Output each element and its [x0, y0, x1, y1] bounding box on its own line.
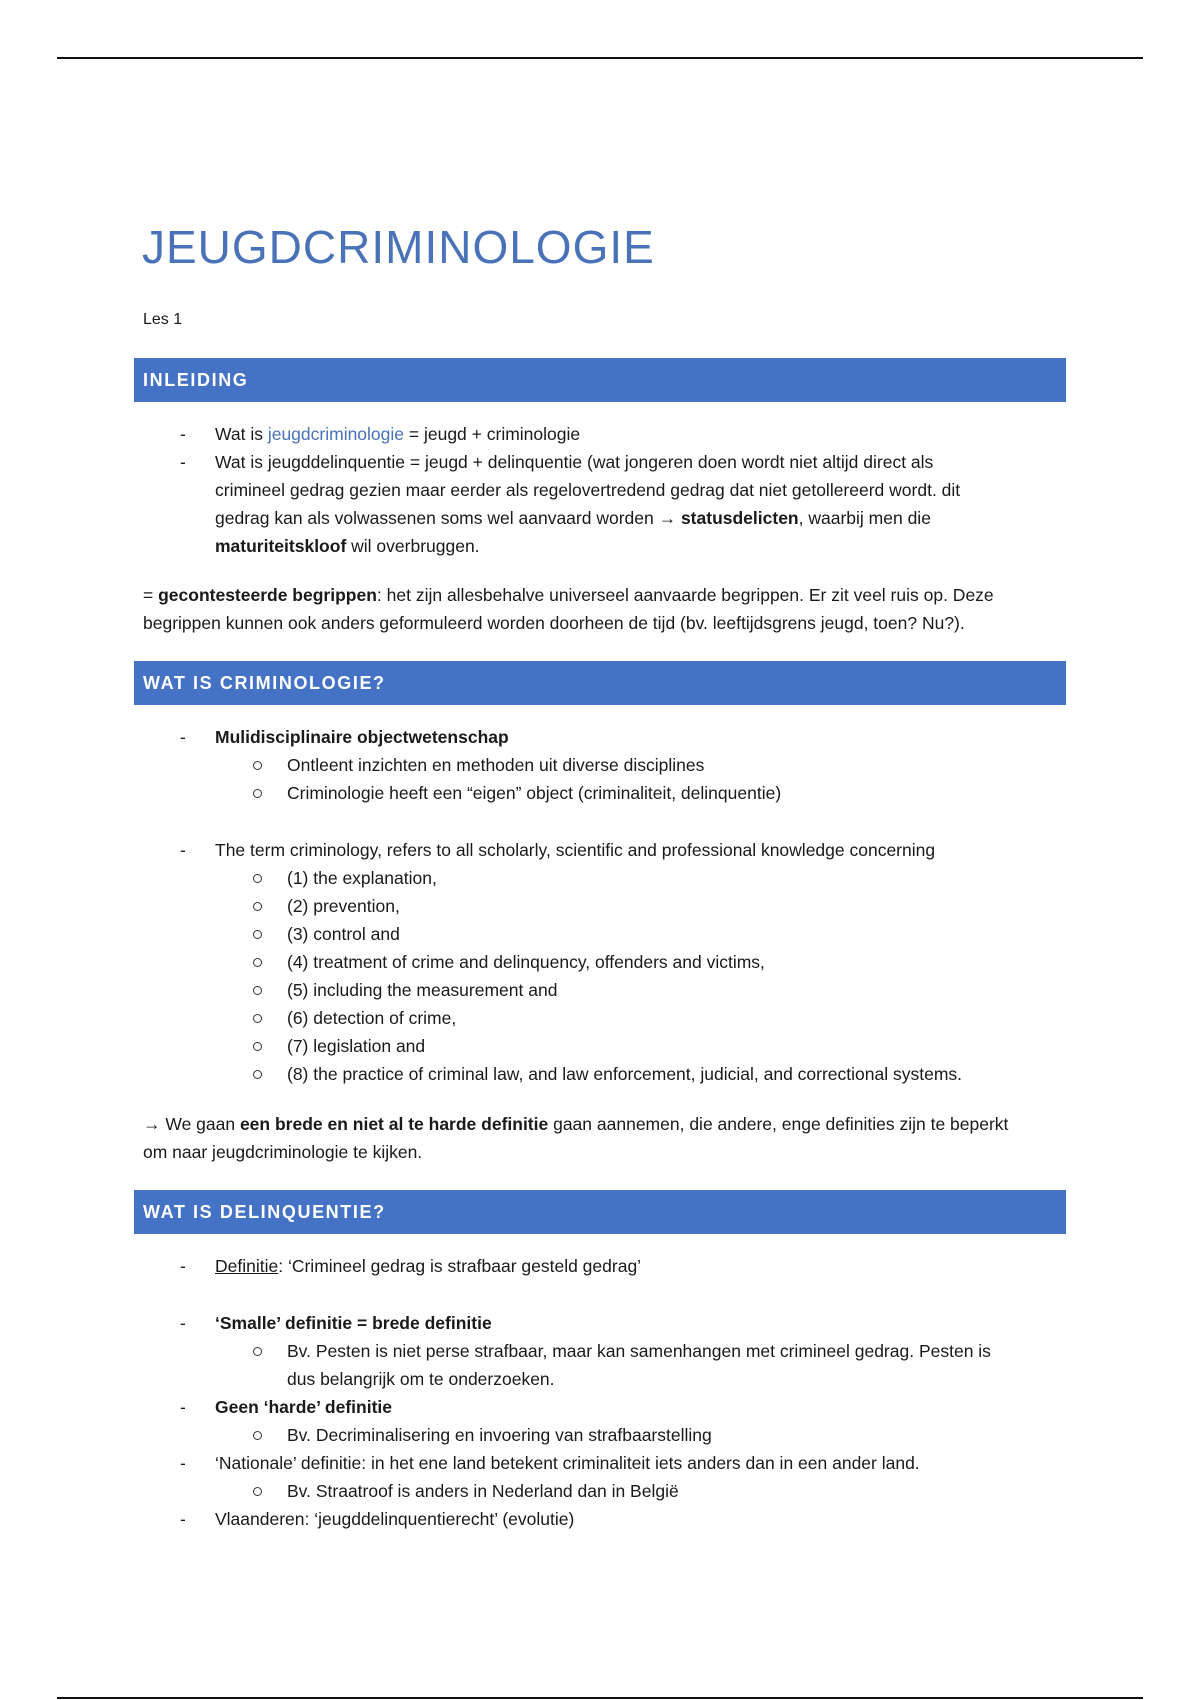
dash-bullet: - [180, 840, 186, 860]
circle-bullet-icon [253, 1014, 262, 1023]
lesson-label: Les 1 [143, 311, 183, 328]
circle-bullet-icon [253, 958, 262, 967]
top-rule [57, 57, 1143, 59]
circle-bullet-icon [253, 1347, 262, 1356]
circle-bullet-icon [253, 1070, 262, 1079]
bottom-rule [57, 1697, 1143, 1699]
paragraph: = gecontesteerde begrippen: het zijn allesbehalve universeel aanvaarde begrippen. Er zit veel ruis op. Deze [143, 585, 994, 605]
dash-bullet: - [180, 452, 186, 472]
circle-bullet-icon [253, 761, 262, 770]
circle-bullet-icon [253, 1042, 262, 1051]
jeugdcriminologie-link[interactable]: jeugdcriminologie [267, 424, 405, 444]
section-heading-delinquentie: WAT IS DELINQUENTIE? [134, 1190, 1066, 1234]
section-heading-inleiding: INLEIDING [134, 358, 1066, 402]
circle-bullet-icon [253, 789, 262, 798]
document-title: JEUGDCRIMINOLOGIE [142, 221, 655, 273]
section-heading-criminologie: WAT IS CRIMINOLOGIE? [134, 661, 1066, 705]
paragraph: begrippen kunnen ook anders geformuleerd worden doorheen de tijd (bv. leeftijdsgrens jeugd, toen? Nu?). [143, 613, 965, 633]
circle-bullet-icon [253, 1431, 262, 1440]
dash-bullet: - [180, 727, 186, 747]
dash-bullet: - [180, 1453, 186, 1473]
circle-bullet-icon [253, 930, 262, 939]
circle-bullet-icon [253, 874, 262, 883]
circle-bullet-icon [253, 986, 262, 995]
dash-bullet: - [180, 424, 186, 444]
paragraph: om naar jeugdcriminologie te kijken. [143, 1142, 423, 1162]
dash-bullet: - [180, 1509, 186, 1529]
circle-bullet-icon [253, 902, 262, 911]
dash-bullet: - [180, 1256, 186, 1276]
dash-bullet: - [180, 1397, 186, 1417]
paragraph: → We gaan een brede en niet al te harde definitie gaan aannemen, die andere, enge definities zijn te beperkt [143, 1114, 1009, 1134]
circle-bullet-icon [253, 1487, 262, 1496]
dash-bullet: - [180, 1313, 186, 1333]
